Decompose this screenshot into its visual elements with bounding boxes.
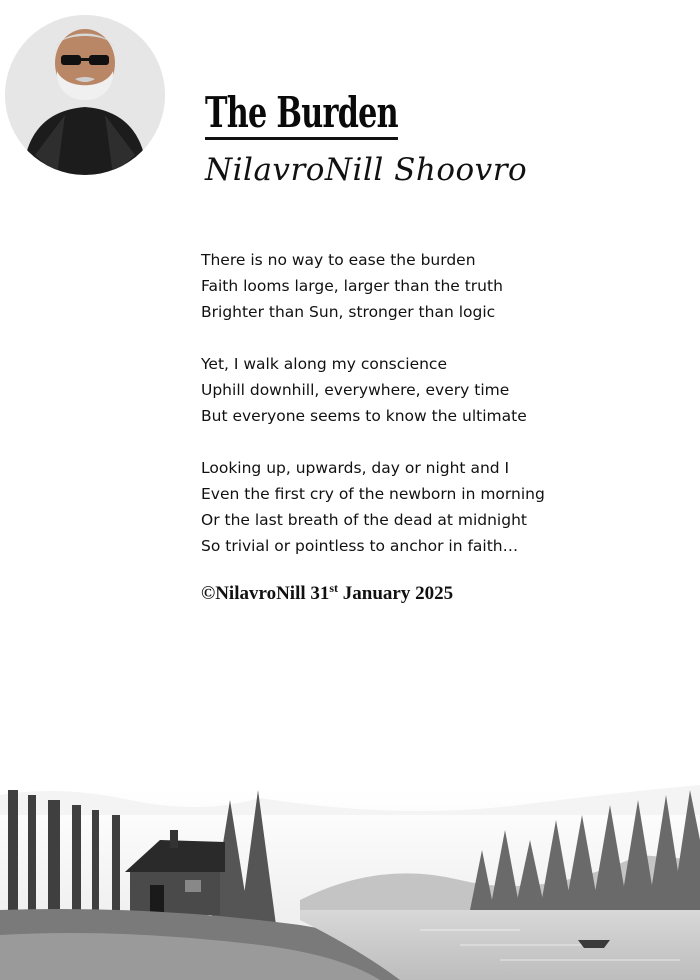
poem-line: Even the first cry of the newborn in morning: [201, 485, 545, 503]
copyright-suffix: January 2025: [338, 583, 454, 604]
author-portrait-image: [5, 15, 165, 175]
poem-line: There is no way to ease the burden: [201, 251, 476, 269]
author-name: NilavroNill Shoovro: [205, 152, 528, 188]
poem-body: [201, 247, 545, 585]
poem-line: But everyone seems to know the ultimate: [201, 407, 527, 425]
poem-line: Faith looms large, larger than the truth: [201, 277, 503, 295]
poem-line: So trivial or pointless to anchor in faith…: [201, 537, 519, 555]
copyright-prefix: ©NilavroNill 31: [201, 583, 330, 604]
copyright-ordinal: st: [329, 581, 339, 595]
stanza: [201, 455, 545, 559]
author-avatar: [5, 15, 165, 175]
landscape-illustration: [0, 760, 700, 980]
poem-line: Looking up, upwards, day or night and I: [201, 459, 510, 477]
poem-line: Brighter than Sun, stronger than logic: [201, 303, 496, 321]
copyright-line: [201, 583, 453, 605]
poem-line: Yet, I walk along my conscience: [201, 355, 447, 373]
poem-line: Or the last breath of the dead at midnight: [201, 511, 527, 529]
stanza: [201, 351, 545, 429]
poem-title: The Burden: [205, 92, 398, 140]
poem-line: Uphill downhill, everywhere, every time: [201, 381, 510, 399]
stanza: [201, 247, 545, 325]
